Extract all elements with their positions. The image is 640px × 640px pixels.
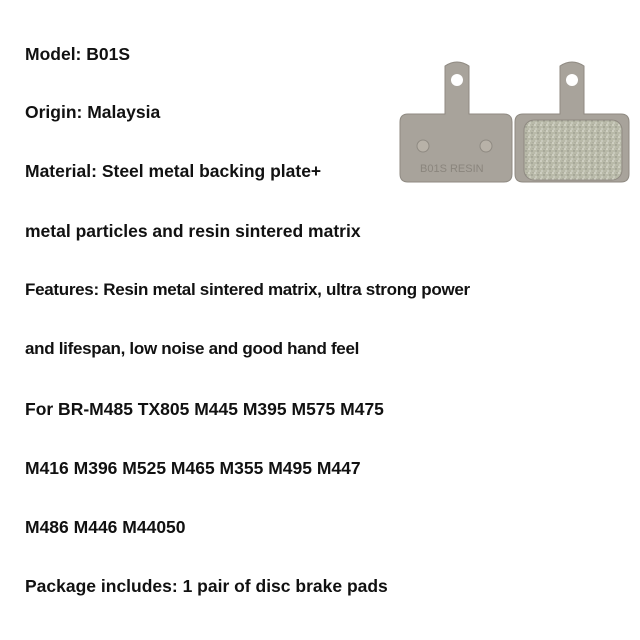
brake-pad-back	[400, 62, 512, 182]
brake-pads-image	[390, 58, 630, 186]
brake-pad-front	[515, 62, 629, 182]
compatibility-line: For BR-M485 TX805 M445 M395 M575 M475	[25, 399, 384, 419]
compatibility-line-3: M486 M446 M44050	[25, 517, 186, 537]
material-line: Material: Steel metal backing plate+	[25, 161, 322, 181]
model-line: Model: B01S	[25, 44, 131, 64]
features-line-continued: and lifespan, low noise and good hand feel	[25, 339, 360, 358]
package-line: Package includes: 1 pair of disc brake pads	[25, 576, 388, 596]
compatibility-line-2: M416 M396 M525 M465 M355 M495 M447	[25, 458, 361, 478]
origin-line: Origin: Malaysia	[25, 102, 161, 122]
features-line: Features: Resin metal sintered matrix, ultra strong power	[25, 280, 470, 299]
material-line-continued: metal particles and resin sintered matrix	[25, 221, 361, 241]
svg-text:B01S RESIN: B01S RESIN	[420, 163, 484, 175]
